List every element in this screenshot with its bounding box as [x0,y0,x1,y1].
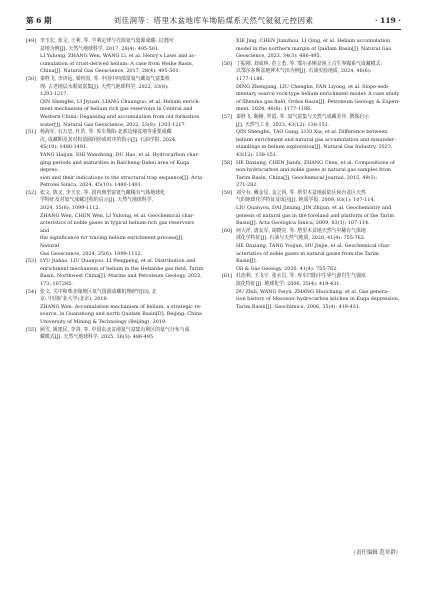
reference-line: Basin[J]. Acta Geologica Sinica, 2009, 83(1): 107-114. [236,220,370,227]
reference-line: HE Daxiang, TANG Youjun, HU Jinjie, et al. Geochemical char- [236,243,391,250]
reference-line: ging periods and maturities in Baicheng-Dabei area of Kuqa depres- [40,159,190,174]
reference-line: ment mechanism of helium rich gas reservoirs in Central and [40,106,193,113]
reference-number: [49] [26,38,37,44]
reference-line: 张文, 陈又, 李玉宏, 等. 国内典型富氦气藏稀有气体地球化 [40,189,165,196]
reference-line: enrichment mechanism of helium in the Hetianhe gas field, Tarim [40,265,204,272]
reference-line: acteristics of noble gases in natural gases from the Tarim Basin[J]. [236,250,379,265]
reference-line: 秦胜飞, 陶刚, 罗霞, 等. 氦气富集与天然气成藏差异, 鹊探启示 [236,113,369,120]
reference-line: Petrolei Sinica, 2024, 45(10): 1480-1491. [40,182,143,189]
reference-line: LYU Jiahao, LIU Quanyou, LI Pengpeng, et al. Distribution and [40,258,196,265]
reference-line: 气的地球化学特征及成因[J]. 地质学报, 2009, 83(1): 107-114. [236,197,376,204]
issue-number: 第 6 期 [26,16,52,25]
reference-line: 271-282. [236,182,258,189]
reference-line: non-hydrocarbon and noble gases in natural gas samples from [236,167,391,174]
reference-line: Tarim Basin[J]. Geochimica, 2006, 35(4): 419-431. [236,303,361,310]
reference-line: standings in helium exploration[J]. Natural Gas Industry, 2023, [236,144,393,151]
reference-entry [222,38,400,61]
reference-text [236,160,400,190]
reference-line: 顾雪, 姚建民, 李剑, 等. 中国东北盆地氦气富集有利区的氦气分布与成 [40,326,190,333]
reference-line: 杨海军, 石万忠, 杜浩, 等. 库车坳陷-北部边缘盆地等重要成藏 [40,129,172,136]
reference-text [40,289,204,327]
reference-line: 2024, 35(6): 1099-1112. [40,205,101,212]
running-title: 刘佳润等：塔里木盆地库车坳陷煤系天然气氦氦元控因素 [113,16,314,25]
reference-entry [222,228,400,274]
reference-line: University of Mining & Technology (Beijing), 2019. [40,318,167,325]
reference-line: DU Zhili, WANG Feiyu, ZHANG Shuichang, et al. Gas genera- [236,288,389,295]
reference-text [40,190,204,258]
reference-line: 京: 中国矿业大学(北京), 2019. [40,296,109,303]
reference-line: 杜治利, 王飞宇, 张水昌, 等. 库车凹陷中生界气源岩生气强度 [236,273,366,280]
reference-line: 1203-1217. [40,91,69,98]
reference-line: Basin, Northwest China[J]. Marine and Petroleum Geology, 2023, [40,273,202,280]
reference-line: 43(12): 138-151. [236,151,278,158]
reference-number: [50] [26,75,37,82]
reference-line: YANG Haijun, SHI Wanzhong, DU Hao, et al. Hydrocarbon char- [40,151,200,158]
reference-line: ZHANG Wen. Accumulation mechanism of helium, a strategic re- [40,303,202,310]
page-number: · 119 · [374,16,401,25]
reference-number: [54] [26,288,37,295]
reference-line: source, in Guanzhong and north Qaidam Basin[D]. Beijing: China [40,311,202,318]
reference-line: LI Yuhong, ZHANG Wen, WANG Li, et al. Henry's Laws and ac- [40,53,197,60]
reference-line: Oil & Gas Geology, 2020, 41(4): 755-762. [236,265,338,272]
reference-line: water[J]. Natural Gas Geoscience, 2022, 33(8): 1203-1217. [40,121,187,128]
reference-line: 173: 107285. [40,281,73,287]
reference-line: 演化特征[J]. 地球化学, 2006, 35(4): 419-431. [236,281,341,287]
reference-line: tion history of Mesozoic hydrocarbon kitchen in Kuqa depression, [236,296,400,303]
reference-entry [26,289,204,327]
reference-entry [222,190,400,228]
reference-line: 秦胜飞, 李济远, 梁传国, 等. 中国中西部富氦气藏氦气富集机 [40,75,170,82]
reference-number: [55] [26,326,37,333]
reference-line: of Shenmu gas field, Ordos Basin[J]. Petroleum Geology & Experi- [236,98,400,105]
reference-line: cumulation of crust-derived helium: A case from Weihe Basin, [40,60,194,67]
reference-text [236,114,400,160]
reference-entry [26,76,204,129]
reference-line: the significance for tracing helium enrichment process[J]. Natural [40,235,184,250]
reference-line: model in the northern margin of Qaidam Basin[J]. Natural Gas [236,45,392,52]
reference-line: helium enrichment and natural gas accumulation and misunder- [236,136,396,143]
reference-entry [26,327,204,342]
header-rule [26,29,401,30]
reference-line: HE Daxiang, CHEN Jianfa, ZHANG Chen, et al. Compositions of [236,159,395,166]
reference-line: 学特征及对氦气成藏过程的启示[J]. 天然气地球科学, [40,197,154,204]
references-right-column [222,38,400,311]
reference-line: QIN Shengfei, LI Jiyuan, LIANG Chuanguo, et al. Helium enrich- [40,98,201,105]
running-header [26,14,401,28]
reference-entry [26,129,204,190]
reference-line: 理: 古老地层水脱氦富集[J]. 天然气地球科学, 2022, 33(8): [40,83,169,90]
reference-line: 盆地为例[J]. 天然气地球科学, 2017, 28(4): 495-501. [40,45,160,52]
reference-line: [J]. 天然气工业, 2023, 43(12): 138-151. [236,121,330,128]
reference-line: 刘全有, 戴金星, 金之钧, 等. 塔里木盆地前陆区和台盆区天然 [236,189,366,196]
reference-entry [222,160,400,190]
reference-line: 丁振刚, 刘成林, 范立勇, 等. 鄂尔多斯盆地上古生界煤系气成藏模式: [236,60,383,67]
reference-line: mentary source rock-type helium enrichment model: A case study [236,91,400,98]
reference-text [236,190,400,228]
reference-line: 李玉宏, 张文, 王利, 等. 亨利定律与壳源氦气弱源成藏: 以渭河 [40,38,174,44]
reference-line: 藏模式[J]. 天然气地球科学, 2025, 36(3): 486-495. [40,334,155,341]
reference-line: LIU Quanyou, DAI Jinxing, JIN Zhijun, et al. Geochemistry and [236,205,392,212]
reference-text [236,38,400,61]
reference-line: Geoscience, 2023, 34(3): 486-495. [236,53,322,60]
reference-line: 次, 成藏期及其对构造圈闭形成时序的指示[J]. 石油学报, 2024, [40,136,177,143]
reference-number: [58] [222,159,233,166]
references-left-column [26,38,204,342]
reference-line: QIN Shengfei, TAO Gang, LUO Xia, et al. Difference between [236,129,388,136]
reference-text [40,38,204,76]
reference-entry [26,258,204,288]
reference-line: acteristics of noble gases in typical helium-rich gas reservoirs and [40,220,194,234]
reference-number: [51] [26,129,37,136]
reference-number: [59] [222,189,233,196]
reference-line: 张文. 关中和柴北缘地区氦气资源成藏机理研究[D]. 北 [40,288,157,295]
reference-entry [222,273,400,311]
reference-number: [60] [222,227,233,234]
reference-line: China[J]. Natural Gas Geoscience, 2017, 28(4): 495-501. [40,68,181,75]
reference-number: [56] [222,60,233,67]
reference-line: genesis of natural gas in the foreland and platform of the Tarim [236,212,395,219]
reference-line: DING Zhengang, LIU Chenglin, FAN Liyong, et al. Slope-sedi- [236,83,390,90]
reference-entry [222,61,400,114]
reference-line: 45(10): 1480-1491. [40,144,88,151]
reference-entry [222,114,400,160]
reference-text [40,129,204,190]
reference-line: 以鄂尔多斯盆地神木气田为例[J]. 石油实验地质, 2024, 46(6): [236,68,372,75]
reference-line: Western China: Degassing and accumulation from old formation [40,113,200,120]
reference-entry [26,190,204,258]
reference-number: [53] [26,258,37,265]
responsible-editor: （责任编辑 范章群） [350,550,401,556]
reference-number: [57] [222,113,233,120]
reference-number [222,38,236,61]
reference-line: 球化学特征[J]. 石油与天然气地质, 2020, 41(4): 755-762. [236,235,366,242]
reference-line: Gas Geoscience, 2024, 35(6): 1099-1112. [40,250,143,257]
reference-line: Tarim Basin, China[J]. Geochemical Journal, 2015, 49(3): [236,174,378,181]
reference-line: 1177-1186. [236,75,265,82]
reference-number: [52] [26,189,37,196]
reference-entry [26,38,204,76]
reference-text [40,258,204,288]
reference-line: ZHANG Wen, CHEN Wen, LI Yuhong, et al. Geochemical char- [40,212,195,219]
reference-text [236,228,400,274]
reference-text [236,61,400,114]
reference-line: 何大祥, 唐友军, 胡晓亮, 等. 塔里木盆地天然气中稀有气体地 [236,227,366,234]
reference-line: ment, 2024, 46(6): 1177-1186. [236,106,312,113]
reference-text [236,273,400,311]
reference-text [40,327,204,342]
reference-line: XIE Jing, CHEN Jianzhou, LI Qing, et al. Helium accumulation [236,38,391,44]
reference-number: [61] [222,273,233,280]
reference-line: sion and their indications to the structural trap sequence[J]. Acta [40,174,203,181]
reference-text [40,76,204,129]
